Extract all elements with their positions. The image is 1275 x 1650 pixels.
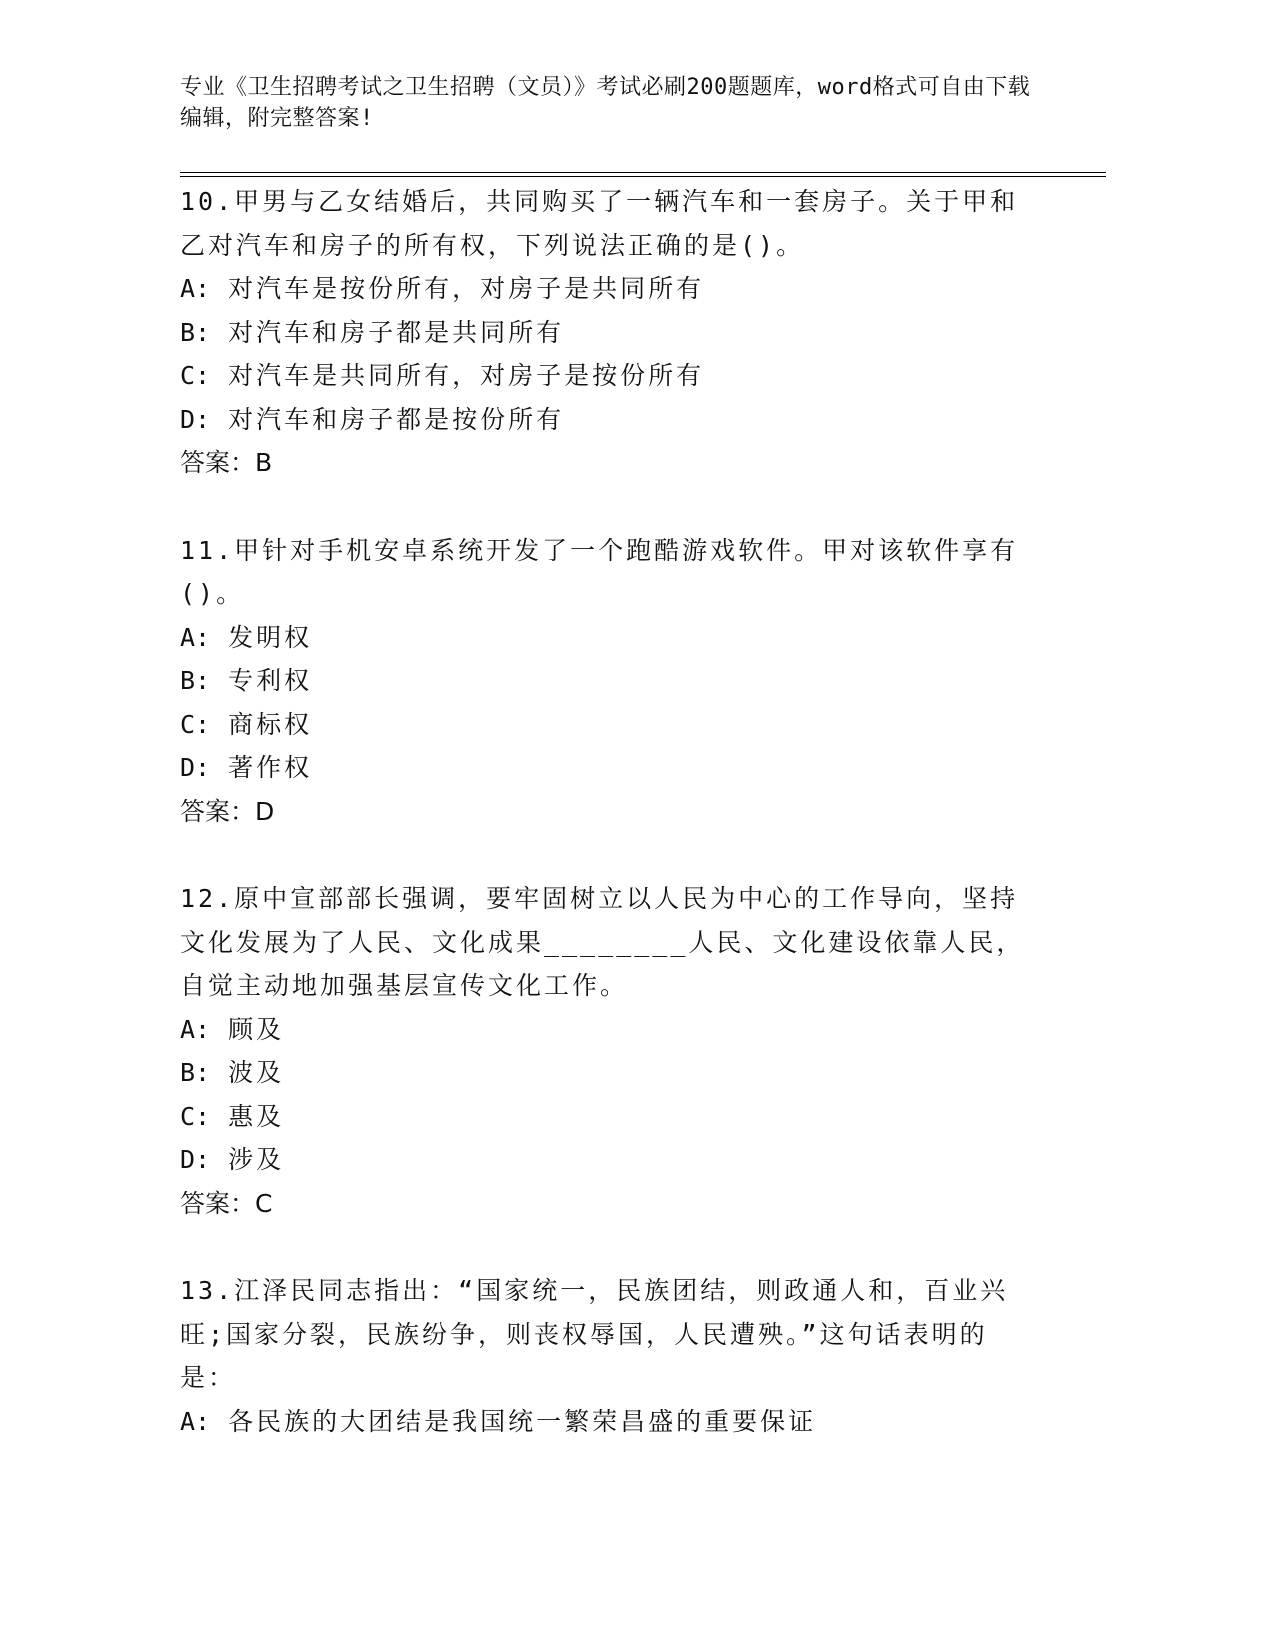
- option-letter: C:: [180, 1101, 211, 1131]
- option-a: [180, 1008, 1030, 1052]
- option-letter: A:: [180, 622, 211, 652]
- option-letter: D:: [180, 1145, 211, 1174]
- option-letter: B:: [180, 1058, 211, 1087]
- option-text: 各民族的大团结是我国统一繁荣昌盛的重要保证: [228, 1406, 817, 1436]
- option-c: [180, 1095, 1030, 1139]
- question-stem: 13.江泽民同志指出：“国家统一，民族团结，则政通人和，百业兴旺;国家分裂，民族纷争，则丧权辱国，人民遭殃。”这句话表明的是：: [180, 1276, 1009, 1392]
- option-text: 对汽车和房子都是共同所有: [228, 317, 565, 347]
- header-divider-bottom: [180, 176, 1106, 177]
- option-letter: C:: [180, 361, 211, 390]
- option-c: [180, 354, 1030, 398]
- option-letter: B:: [180, 666, 211, 695]
- spacer: [180, 1225, 1030, 1269]
- option-letter: A:: [180, 1406, 211, 1436]
- header-divider-top: [180, 172, 1106, 173]
- option-text: 波及: [228, 1058, 285, 1087]
- spacer: [180, 485, 1030, 529]
- option-text: 顾及: [228, 1014, 285, 1044]
- option-text: 专利权: [228, 666, 313, 695]
- option-b: [180, 1051, 1030, 1095]
- question-12: [180, 877, 1030, 1225]
- option-letter: A:: [180, 274, 211, 303]
- question-13: [180, 1269, 1030, 1443]
- option-b: [180, 311, 1030, 355]
- answer-line: 答案：B: [180, 448, 273, 477]
- option-letter: C:: [180, 709, 211, 739]
- document-header: 专业《卫生招聘考试之卫生招聘（文员）》考试必刷200题题库，word格式可自由下载编辑，附完整答案!: [180, 75, 1031, 131]
- option-b: [180, 659, 1030, 703]
- option-a: [180, 267, 1030, 311]
- option-text: 涉及: [228, 1145, 285, 1174]
- option-letter: D:: [180, 753, 211, 782]
- option-d: [180, 746, 1030, 790]
- question-11: [180, 529, 1030, 834]
- option-d: [180, 398, 1030, 442]
- question-10: [180, 180, 1030, 485]
- option-text: 对汽车是共同所有，对房子是按份所有: [228, 361, 705, 390]
- option-letter: D:: [180, 404, 211, 434]
- option-c: [180, 703, 1030, 747]
- answer-line: 答案：C: [180, 1188, 273, 1218]
- question-stem: 11.甲针对手机安卓系统开发了一个跑酷游戏软件。甲对该软件享有()。: [180, 535, 1019, 608]
- option-a: [180, 1400, 1030, 1444]
- option-text: 著作权: [228, 753, 313, 782]
- question-stem: 12.原中宣部部长强调，要牢固树立以人民为中心的工作导向，坚持文化发展为了人民、文化成果________人民、文化建设依靠人民，自觉主动地加强基层宣传文化工作。: [180, 884, 1025, 1000]
- option-letter: A:: [180, 1014, 211, 1044]
- option-a: [180, 616, 1030, 660]
- option-text: 商标权: [228, 709, 313, 739]
- answer-line: 答案：D: [180, 796, 275, 826]
- spacer: [180, 833, 1030, 877]
- option-d: [180, 1138, 1030, 1182]
- option-text: 惠及: [228, 1101, 285, 1131]
- option-text: 对汽车和房子都是按份所有: [228, 404, 565, 434]
- question-stem: 10.甲男与乙女结婚后，共同购买了一辆汽车和一套房子。关于甲和乙对汽车和房子的所有权，下列说法正确的是()。: [180, 187, 1019, 260]
- option-text: 发明权: [228, 622, 313, 652]
- question-list: [180, 180, 1030, 1443]
- option-letter: B:: [180, 317, 211, 347]
- option-text: 对汽车是按份所有，对房子是共同所有: [228, 274, 705, 303]
